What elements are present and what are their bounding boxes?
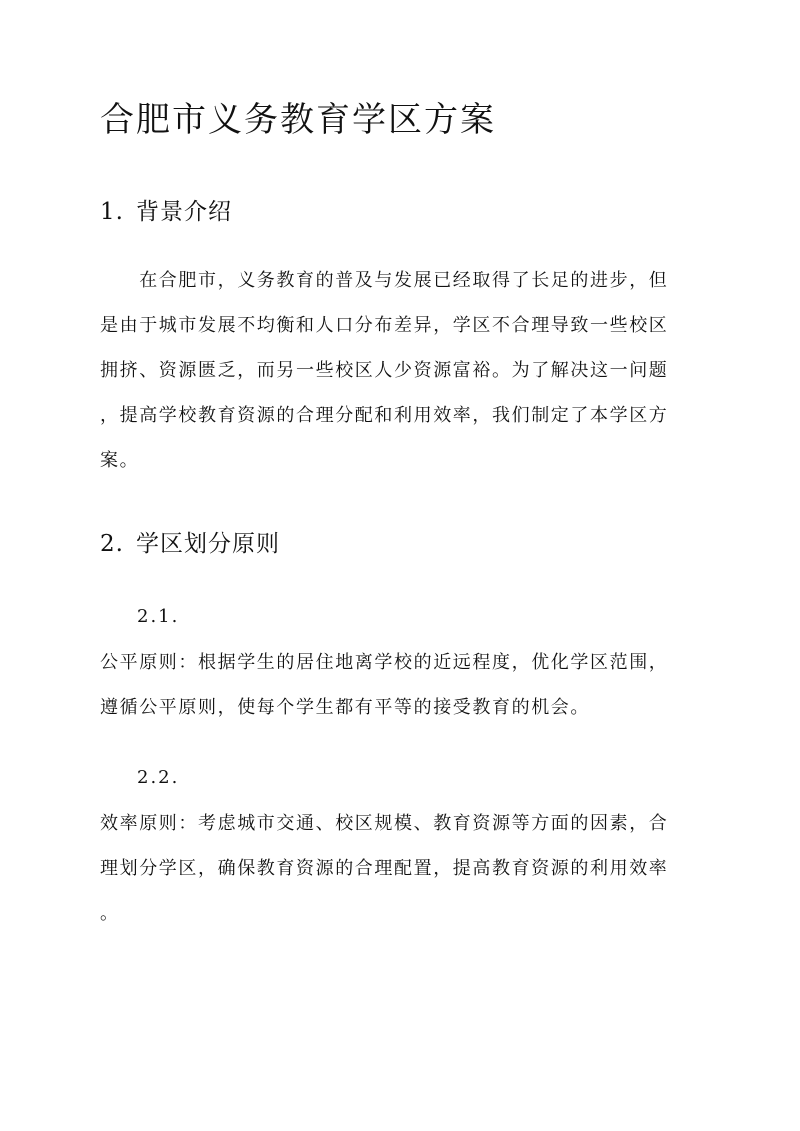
section-2-heading [100, 528, 280, 560]
subsection-2-2-paragraph [100, 806, 700, 941]
paragraph-line: ，提高学校教育资源的合理分配和利用效率，我们制定了本学区方 [100, 405, 669, 426]
paragraph-line: 在合肥市，义务教育的普及与发展已经取得了长足的进步，但 [100, 270, 669, 291]
section-1-number: 1. [100, 199, 124, 225]
section-2-number: 2. [100, 531, 124, 557]
paragraph-line: 是由于城市发展不均衡和人口分布差异，学区不合理导致一些校区 [100, 315, 669, 336]
paragraph-line: 效率原则：考虑城市交通、校区规模、教育资源等方面的因素，合 [100, 813, 669, 834]
paragraph-line: 遵循公平原则，使每个学生都有平等的接受教育的机会。 [100, 697, 590, 718]
paragraph-line: 案。 [100, 450, 140, 471]
subsection-2-2-number: 2.2. [137, 767, 180, 788]
section-1-title: 背景介绍 [136, 199, 232, 225]
paragraph-line: 公平原则：根据学生的居住地离学校的近远程度，优化学区范围， [100, 652, 669, 673]
document-title: 合肥市义务教育学区方案 [100, 100, 496, 140]
paragraph-line: 理划分学区，确保教育资源的合理配置，提高教育资源的利用效率 [100, 858, 669, 879]
section-2-title: 学区划分原则 [136, 531, 280, 557]
paragraph-line: 。 [100, 903, 120, 924]
paragraph-line: 拥挤、资源匮乏，而另一些校区人少资源富裕。为了解决这一问题 [100, 360, 669, 381]
section-1-heading [100, 196, 232, 228]
section-1-paragraph [100, 263, 700, 488]
subsection-2-1-number: 2.1. [137, 606, 180, 627]
subsection-2-1-paragraph [100, 645, 700, 735]
